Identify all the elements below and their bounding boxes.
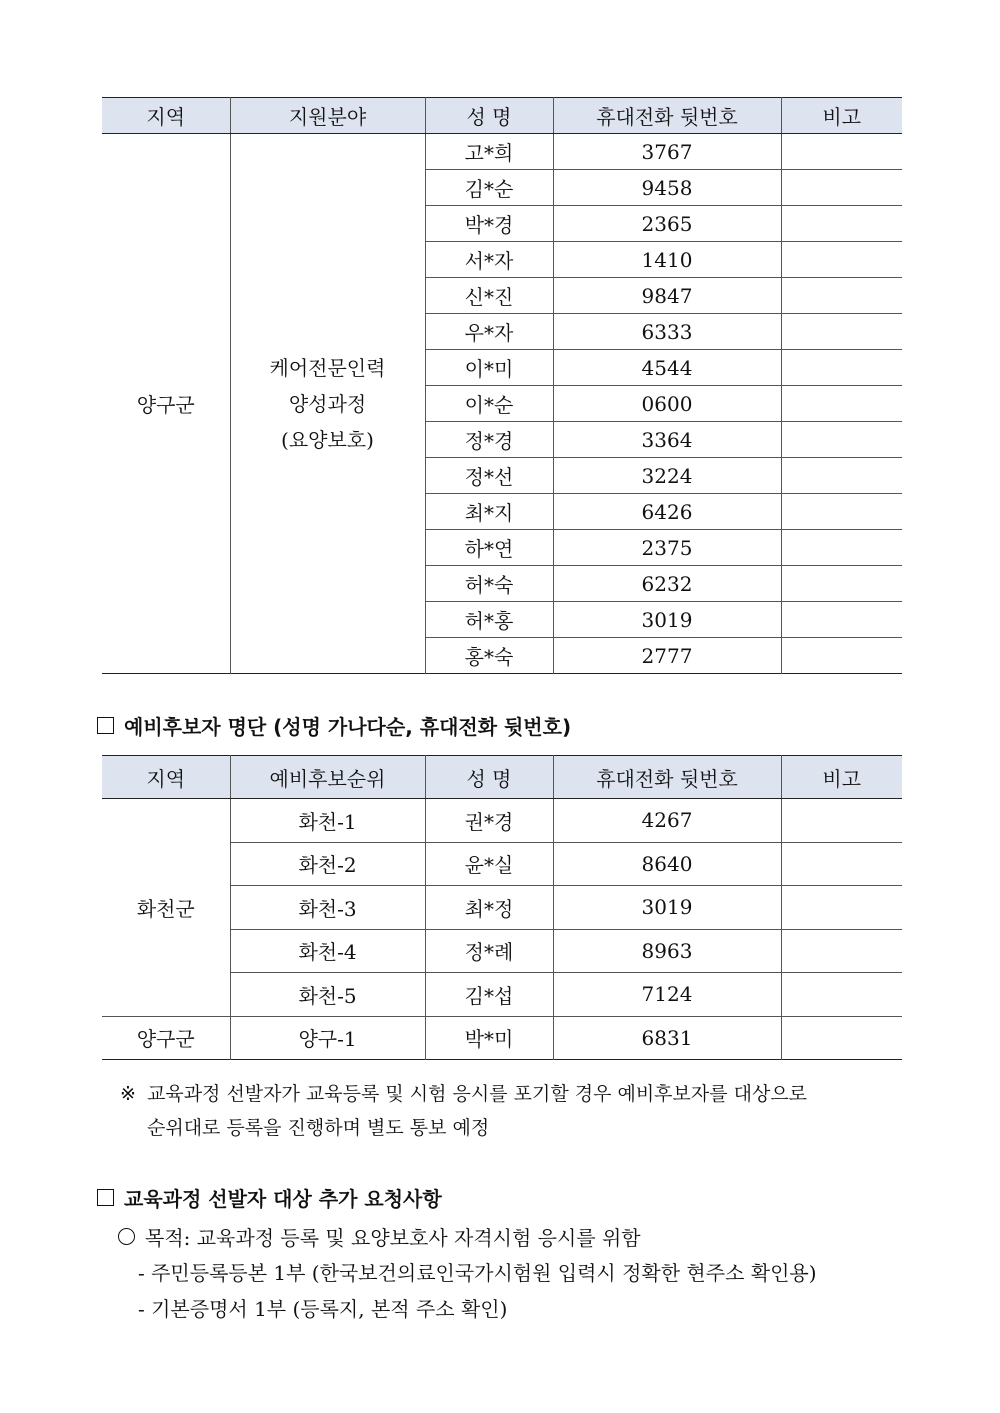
- name-cell: 이*미: [425, 350, 553, 386]
- note-cell: [781, 799, 902, 843]
- header-rank: 예비후보순위: [230, 756, 425, 799]
- note-cell: [781, 422, 902, 458]
- phone-cell: 2365: [553, 206, 781, 242]
- name-cell: 이*순: [425, 386, 553, 422]
- note-cell: [781, 170, 902, 206]
- note-cell: [781, 206, 902, 242]
- phone-cell: 6333: [553, 314, 781, 350]
- purpose-item: [118, 1222, 641, 1251]
- name-cell: 신*진: [425, 278, 553, 314]
- phone-cell: 1410: [553, 242, 781, 278]
- phone-cell: 3019: [553, 602, 781, 638]
- name-cell: 하*연: [425, 530, 553, 566]
- rank-cell: 화천-3: [230, 886, 425, 930]
- section-heading-requests: [97, 1183, 442, 1212]
- field-line-1: 케어전문인력: [269, 355, 386, 380]
- rank-cell: 화천-1: [230, 799, 425, 843]
- note-cell: [781, 242, 902, 278]
- phone-cell: 7124: [553, 973, 781, 1017]
- phone-cell: 6426: [553, 494, 781, 530]
- rank-cell: 화천-2: [230, 842, 425, 886]
- purpose-text: 목적: 교육과정 등록 및 요양보호사 자격시험 응시를 위함: [145, 1226, 641, 1250]
- phone-cell: 3019: [553, 886, 781, 930]
- name-cell: 정*례: [425, 929, 553, 973]
- table-header-row: [102, 98, 902, 134]
- phone-cell: 2777: [553, 638, 781, 674]
- rank-cell: 양구-1: [230, 1016, 425, 1060]
- note-cell: [781, 929, 902, 973]
- phone-cell: 3767: [553, 134, 781, 170]
- note-cell: [781, 530, 902, 566]
- phone-cell: 8640: [553, 842, 781, 886]
- request-item-1: - 주민등록등본 1부 (한국보건의료인국가시험원 입력시 정확한 현주소 확인용): [138, 1261, 817, 1285]
- request-item-2: - 기본증명서 1부 (등록지, 본적 주소 확인): [138, 1297, 508, 1321]
- name-cell: 우*자: [425, 314, 553, 350]
- region-cell: 화천군: [102, 799, 230, 1017]
- name-cell: 박*미: [425, 1016, 553, 1060]
- rank-cell: 화천-5: [230, 973, 425, 1017]
- phone-cell: 3224: [553, 458, 781, 494]
- note-cell: [781, 134, 902, 170]
- note-cell: [781, 278, 902, 314]
- phone-cell: 3364: [553, 422, 781, 458]
- header-phone: 휴대전화 뒷번호: [553, 98, 781, 134]
- header-region: 지역: [102, 98, 230, 134]
- section-title: 교육과정 선발자 대상 추가 요청사항: [124, 1187, 442, 1211]
- note-cell: [781, 350, 902, 386]
- phone-cell: 4544: [553, 350, 781, 386]
- rank-cell: 화천-4: [230, 929, 425, 973]
- phone-cell: 4267: [553, 799, 781, 843]
- name-cell: 서*자: [425, 242, 553, 278]
- phone-cell: 6232: [553, 566, 781, 602]
- note-cell: [781, 314, 902, 350]
- phone-cell: 0600: [553, 386, 781, 422]
- field-cell: [230, 134, 425, 674]
- reference-mark: ※: [120, 1083, 136, 1105]
- note-cell: [781, 566, 902, 602]
- notice-line-1: 교육과정 선발자가 교육등록 및 시험 응시를 포기할 경우 예비후보자를 대상으로: [147, 1083, 808, 1105]
- note-cell: [781, 494, 902, 530]
- name-cell: 최*정: [425, 886, 553, 930]
- name-cell: 허*홍: [425, 602, 553, 638]
- field-line-3: (요양보호): [281, 427, 374, 452]
- header-note: 비고: [781, 756, 902, 799]
- note-cell: [781, 602, 902, 638]
- note-cell: [781, 842, 902, 886]
- phone-cell: 9458: [553, 170, 781, 206]
- field-line-2: 양성과정: [288, 391, 367, 416]
- header-note: 비고: [781, 98, 902, 134]
- phone-cell: 8963: [553, 929, 781, 973]
- note-cell: [781, 386, 902, 422]
- note-cell: [781, 886, 902, 930]
- phone-cell: 6831: [553, 1016, 781, 1060]
- region-cell: 양구군: [136, 1027, 195, 1052]
- section-title: 예비후보자 명단 (성명 가나다순, 휴대전화 뒷번호): [124, 715, 572, 739]
- header-field: 지원분야: [230, 98, 425, 134]
- table-row: [102, 1016, 902, 1060]
- circle-bullet-icon: [118, 1228, 135, 1245]
- table-row: [102, 799, 902, 843]
- section-heading-reserve: [97, 711, 571, 740]
- phone-cell: 2375: [553, 530, 781, 566]
- header-region: 지역: [102, 756, 230, 799]
- name-cell: 박*경: [425, 206, 553, 242]
- name-cell: 권*경: [425, 799, 553, 843]
- name-cell: 정*경: [425, 422, 553, 458]
- name-cell: 정*선: [425, 458, 553, 494]
- name-cell: 윤*실: [425, 842, 553, 886]
- note-cell: [781, 638, 902, 674]
- name-cell: 고*희: [425, 134, 553, 170]
- note-cell: [781, 973, 902, 1017]
- selected-applicants-table: [102, 97, 902, 674]
- checkbox-icon: [97, 1189, 114, 1206]
- note-cell: [781, 1016, 902, 1060]
- note-cell: [781, 458, 902, 494]
- table-row: [102, 134, 902, 170]
- checkbox-icon: [97, 717, 114, 734]
- name-cell: 허*숙: [425, 566, 553, 602]
- notice-line-2: 순위대로 등록을 진행하며 별도 통보 예정: [147, 1117, 490, 1139]
- name-cell: 김*섭: [425, 973, 553, 1017]
- region-cell: 양구군: [136, 393, 195, 417]
- table-header-row: [102, 756, 902, 799]
- name-cell: 김*순: [425, 170, 553, 206]
- header-name: 성 명: [425, 756, 553, 799]
- name-cell: 홍*숙: [425, 638, 553, 674]
- header-name: 성 명: [425, 98, 553, 134]
- name-cell: 최*지: [425, 494, 553, 530]
- reserve-candidates-table: [102, 755, 902, 1060]
- header-phone: 휴대전화 뒷번호: [553, 756, 781, 799]
- notice-text: [120, 1077, 910, 1145]
- phone-cell: 9847: [553, 278, 781, 314]
